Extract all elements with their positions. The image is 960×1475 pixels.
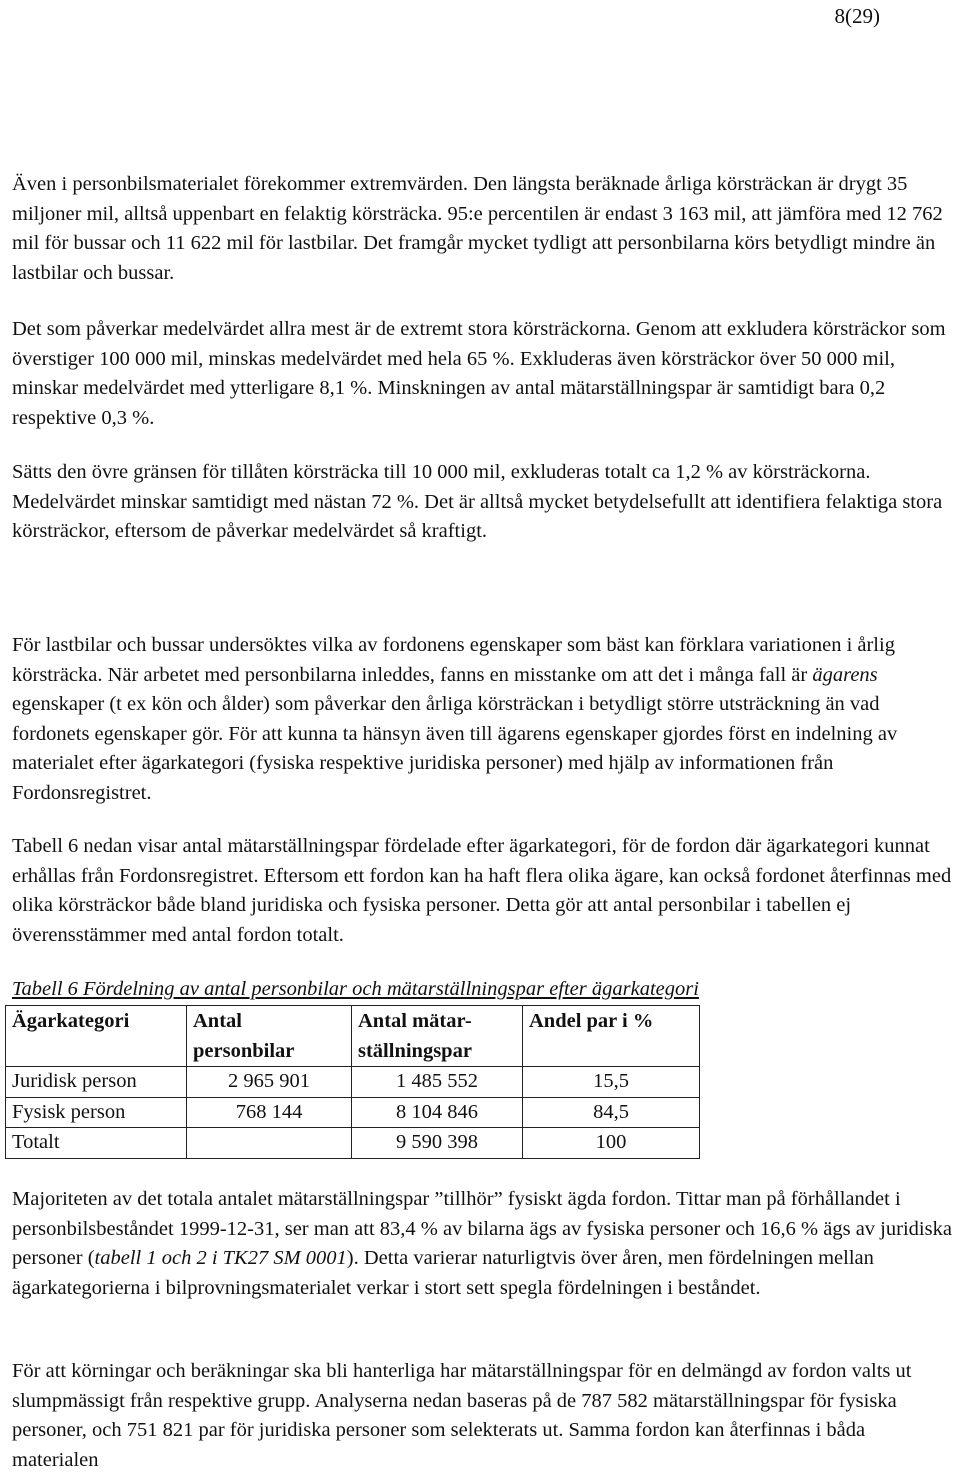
paragraph-text: egenskaper (t ex kön och ålder) som påverkar den årliga körsträckan i betydligt större utsträckning än vad fordonets egenskaper gör. För att kunna ta hänsyn även till ägarens egenskaper gjordes först en indelning av materialet efter ägarkategori (fysiska respektive juridiska personer) med hjälp av informationen från Fordonsregistret. (12, 693, 898, 804)
table-cell: 84,5 (523, 1097, 700, 1128)
table-cell: 9 590 398 (352, 1128, 523, 1159)
paragraph-text: ). Detta varierar naturligtvis över åren, men fördelningen mellan ägarkategorierna i bilprovningsmaterialet verkar i stort sett spegla fördelningen i beståndet. (12, 1247, 874, 1299)
table-cell: 15,5 (523, 1067, 700, 1098)
table-cell: Juridisk person (6, 1067, 187, 1098)
paragraph-majority (12, 1185, 952, 1303)
paragraph-owner-properties (12, 631, 952, 808)
paragraph-upper-limit: Sätts den övre gränsen för tillåten körsträcka till 10 000 mil, exkluderas totalt ca 1,2 % av körsträckorna. Medelvärdet minskar samtidigt med nästan 72 %. Det är alltså mycket betydelsefullt att identifiera felaktiga stora körsträckor, eftersom de påverkar medelvärdet så kraftigt. (12, 461, 943, 542)
table-header-cell: Antal mätar-ställningspar (352, 1006, 523, 1067)
paragraph-table-intro: Tabell 6 nedan visar antal mätarställningspar fördelade efter ägarkategori, för de fordon där ägarkategori kunnat erhållas från Fordonsregistret. Eftersom ett fordon kan ha haft flera olika ägare, kan också fordonet återfinnas med olika körsträckor både bland juridiska och fysiska personer. Detta gör att antal personbilar i tabellen ej överensstämmer med antal fordon totalt. (12, 835, 952, 946)
table-cell: 100 (523, 1128, 700, 1159)
table-cell: Fysisk person (6, 1097, 187, 1128)
table-cell: 768 144 (187, 1097, 352, 1128)
paragraph-text: För lastbilar och bussar undersöktes vilka av fordonens egenskaper som bäst kan förklara variationen i årlig körsträcka. När arbetet med personbilarna inleddes, fanns en misstanke om att det i många fall är (12, 634, 895, 686)
table-cell: 8 104 846 (352, 1097, 523, 1128)
table-header-cell: Antal personbilar (187, 1006, 352, 1067)
page-number: 8(29) (834, 4, 880, 28)
owner-category-table (5, 1005, 700, 1159)
table-row (6, 1067, 700, 1098)
table-row (6, 1097, 700, 1128)
table-header-cell: Andel par i % (523, 1006, 700, 1067)
table-cell: Totalt (6, 1128, 187, 1159)
table-caption: Tabell 6 Fördelning av antal personbilar och mätarställningspar efter ägarkategori (12, 978, 699, 1000)
paragraph-sampling: För att körningar och beräkningar ska bli hanterliga har mätarställningspar för en delmängd av fordon valts ut slumpmässigt från respektive grupp. Analyserna nedan baseras på de 787 582 mätarställningspar för fysiska personer, och 751 821 par för juridiska personer som selekterats ut. Samma fordon kan återfinnas i båda materialen (12, 1360, 912, 1471)
table-row (6, 1128, 700, 1159)
paragraph-extreme-values: Även i personbilsmaterialet förekommer extremvärden. Den längsta beräknade årliga körsträckan är drygt 35 miljoner mil, alltså uppenbart en felaktig körsträcka. 95:e percentilen är endast 3 163 mil, att jämföra med 12 762 mil för bussar och 11 622 mil för lastbilar. Det framgår mycket tydligt att personbilarna körs betydligt mindre än lastbilar och bussar. (12, 173, 943, 284)
table-cell: 1 485 552 (352, 1067, 523, 1098)
emphasis-text: tabell 1 och 2 i TK27 SM 0001 (94, 1247, 347, 1269)
table-header-row (6, 1006, 700, 1067)
paragraph-text: Majoriteten av det totala antalet mätarställningspar ”tillhör” fysiskt ägda fordon. Tittar man på förhållandet i personbilsbeståndet 1999-12-31, ser man att 83,4 % av bilarna ägs av fysiska personer och 16,6 % ägs av juridiska personer ( (12, 1188, 952, 1269)
table-cell (187, 1128, 352, 1159)
emphasis-text: ägarens (812, 663, 878, 686)
table-cell: 2 965 901 (187, 1067, 352, 1098)
table-header-cell: Ägarkategori (6, 1006, 187, 1067)
paragraph-mean-effect: Det som påverkar medelvärdet allra mest är de extremt stora körsträckorna. Genom att exkludera körsträckor som överstiger 100 000 mil, minskas medelvärdet med hela 65 %. Exkluderas även körsträckor över 50 000 mil, minskar medelvärdet med ytterligare 8,1 %. Minskningen av antal mätarställningspar är samtidigt bara 0,2 respektive 0,3 %. (12, 318, 946, 429)
